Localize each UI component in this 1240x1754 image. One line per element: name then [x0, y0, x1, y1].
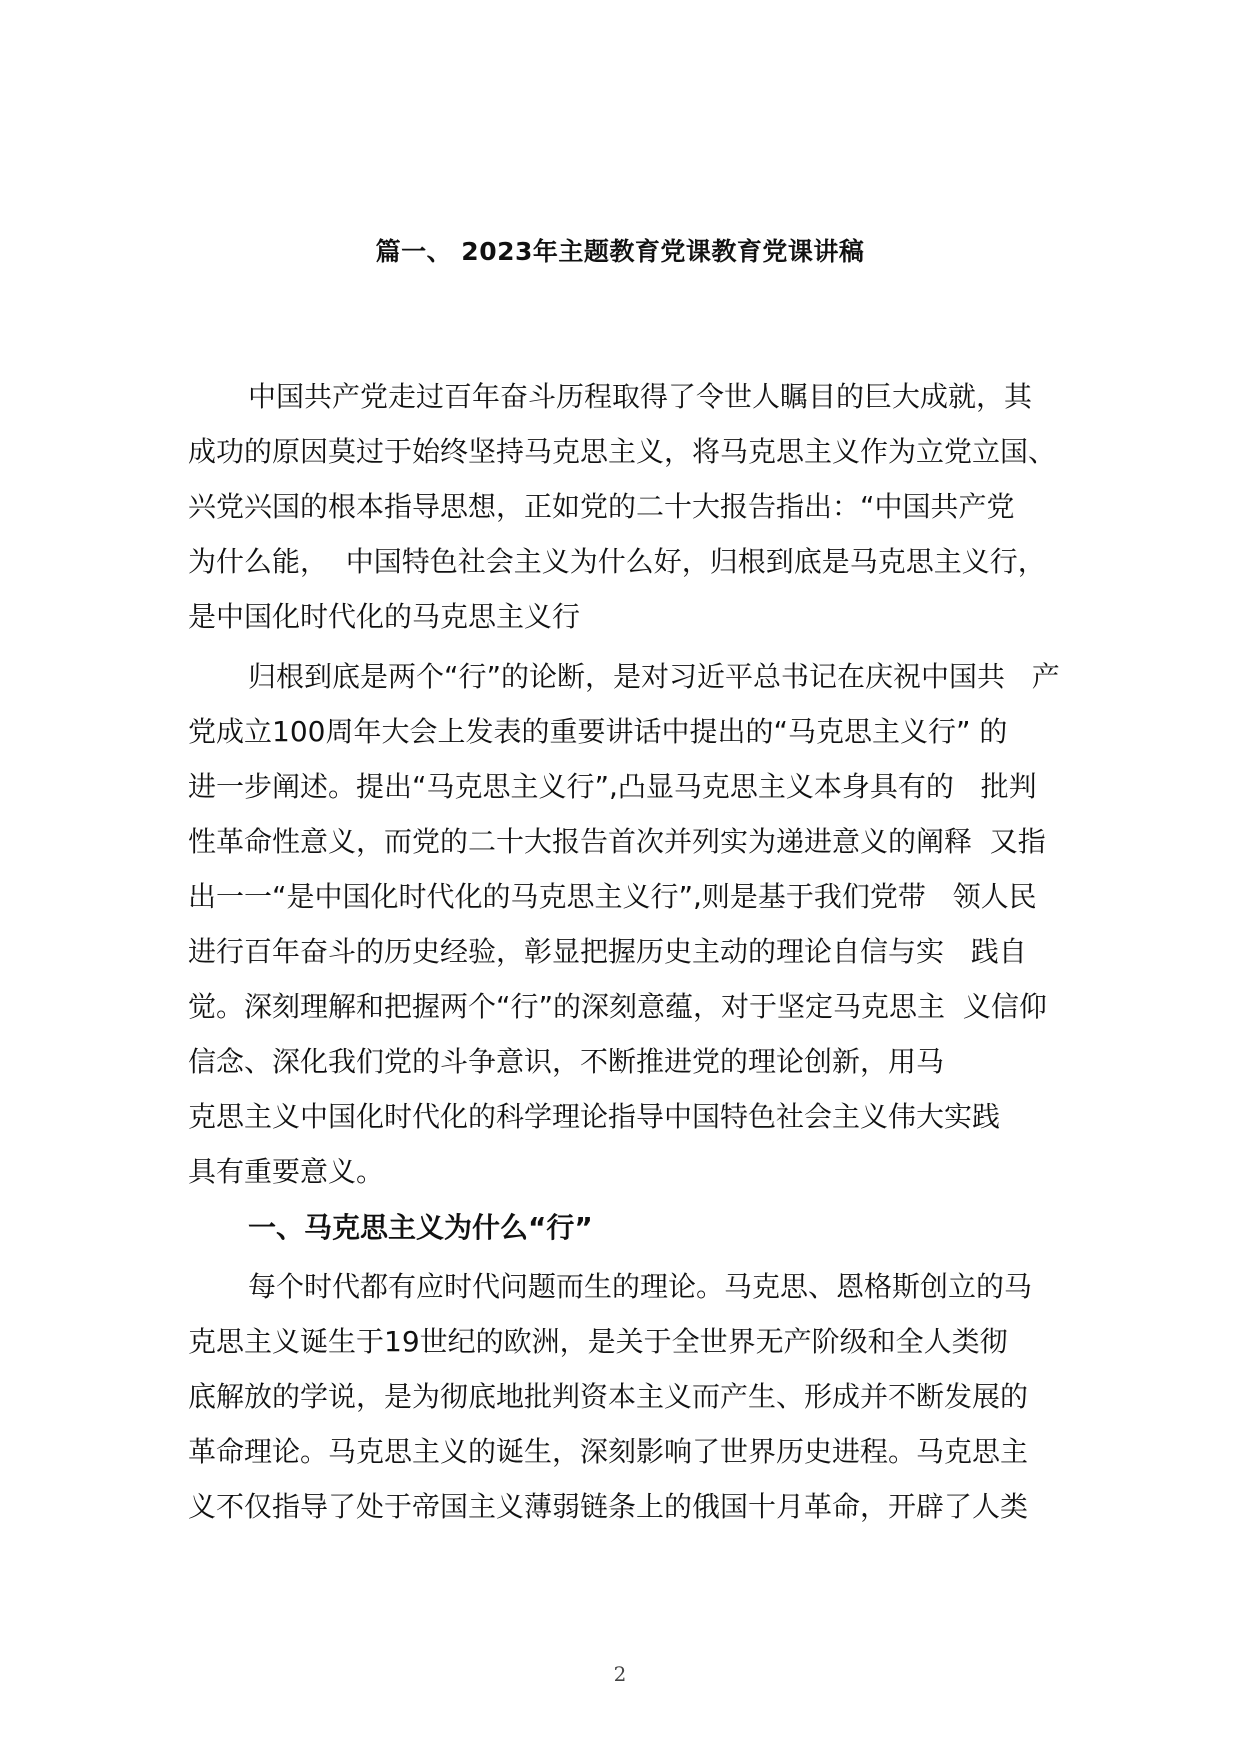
paragraph-line: 是中国化时代化的马克思主义行: [188, 600, 581, 633]
paragraph-line: 党成立100周年大会上发表的重要讲话中提出的“马克思主义行” 的: [188, 715, 1008, 748]
paragraph-line: 义不仅指导了处于帝国主义薄弱链条上的俄国十月革命，开辟了人类: [188, 1490, 1029, 1523]
paragraph-line: 底解放的学说，是为彻底地批判资本主义而产生、形成并不断发展的: [188, 1380, 1029, 1413]
paragraph-line: 成功的原因莫过于始终坚持马克思主义，将马克思主义作为立党立国、: [188, 435, 1057, 468]
paragraph-line: 克思主义诞生于19世纪的欧洲，是关于全世界无产阶级和全人类彻: [188, 1325, 1008, 1358]
paragraph-line: 具有重要意义。: [188, 1155, 385, 1188]
paragraph-line: 进一步阐述。提出“马克思主义行”,凸显马克思主义本身具有的 批判: [188, 770, 1037, 803]
section-heading: 一、马克思主义为什么“行”: [248, 1211, 593, 1244]
paragraph-line: 为什么能， 中国特色社会主义为什么好，归根到底是马克思主义行，: [188, 545, 1046, 578]
paragraph-line: 中国共产党走过百年奋斗历程取得了令世人瞩目的巨大成就，其: [248, 380, 1033, 413]
paragraph-line: 革命理论。马克思主义的诞生，深刻影响了世界历史进程。马克思主: [188, 1435, 1029, 1468]
page-number: 2: [613, 1662, 627, 1686]
paragraph-line: 性革命性意义，而党的二十大报告首次并列实为递进意义的阐释 又指: [188, 825, 1046, 858]
paragraph-line: 兴党兴国的根本指导思想，正如党的二十大报告指出：“中国共产党: [188, 490, 1015, 523]
paragraph-line: 进行百年奋斗的历史经验，彰显把握历史主动的理论自信与实 践自: [188, 935, 1027, 968]
paragraph-line: 觉。深刻理解和把握两个“行”的深刻意蕴，对于坚定马克思主 义信仰: [188, 990, 1047, 1023]
document-title: 篇一、 2023年主题教育党课教育党课讲稿: [375, 237, 865, 266]
paragraph-line: 归根到底是两个“行”的论断，是对习近平总书记在庆祝中国共 产: [248, 660, 1060, 693]
paragraph-line: 出一一“是中国化时代化的马克思主义行”,则是基于我们党带 领人民: [188, 880, 1037, 913]
paragraph-line: 克思主义中国化时代化的科学理论指导中国特色社会主义伟大实践: [188, 1100, 1001, 1133]
paragraph-line: 每个时代都有应时代问题而生的理论。马克思、恩格斯创立的马: [248, 1270, 1033, 1303]
paragraph-line: 信念、深化我们党的斗争意识，不断推进党的理论创新，用马: [188, 1045, 945, 1078]
